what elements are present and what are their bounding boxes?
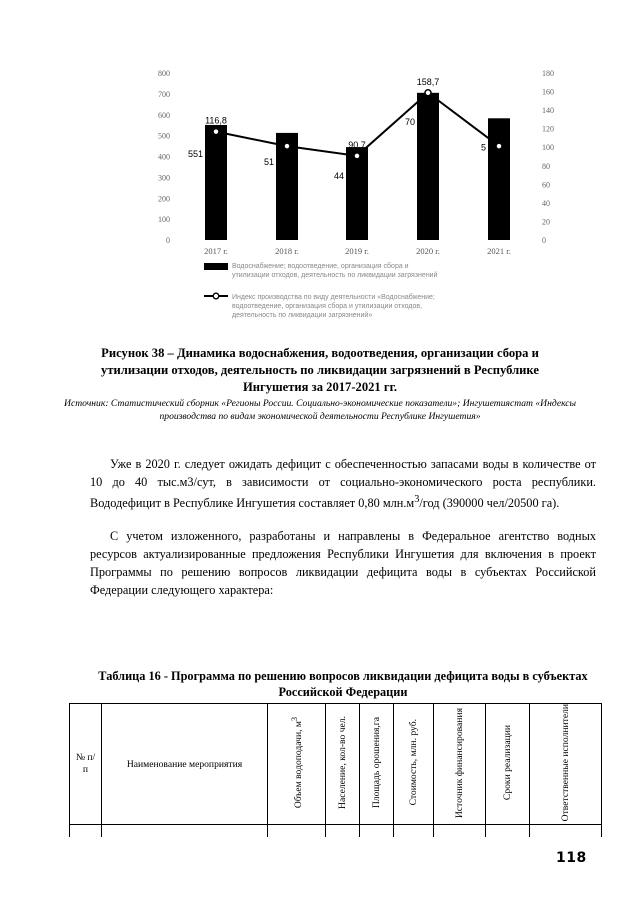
right-axis-ticks xyxy=(542,69,554,245)
header-terms: Сроки реализации xyxy=(486,704,530,825)
line-point xyxy=(496,143,502,149)
table-row xyxy=(70,825,602,838)
header-volume: Объем водоподачи, $м^3$ xyxy=(268,704,326,825)
left-tick-label: 600 xyxy=(158,110,170,120)
paragraph-deficit: Уже в 2020 г. следует ожидать дефицит с обеспеченностью запасами воды в количестве от 10 до 40 тыс.м3/сут, в зависимости от социально-экономического роста республики. Вододефицит в Республике Ингушетия составляет 0,80 $млн.м^3$/год (390000 чел/20500 га). xyxy=(90,457,596,511)
left-tick-label: 0 xyxy=(166,236,170,245)
left-tick-label: 800 xyxy=(158,69,170,78)
legend-point-swatch xyxy=(213,293,219,299)
line-point xyxy=(213,129,219,135)
line-value-label: 116,8 xyxy=(205,115,227,126)
left-tick-label: 500 xyxy=(158,131,170,141)
line-value-label: 90,7 xyxy=(348,139,366,150)
bar-value-label: 51 xyxy=(263,156,274,167)
header-source: Источник финансирования xyxy=(434,704,486,825)
x-tick-label: 2019 г. xyxy=(345,246,369,256)
right-tick-label: 80 xyxy=(542,161,550,171)
right-tick-label: 140 xyxy=(542,106,554,116)
table-title: Таблица 16 - Программа по решению вопросов ликвидации дефицита воды в субъектах Российской Федерации xyxy=(98,669,588,699)
left-tick-label: 100 xyxy=(158,215,170,225)
header-cost: Стоимость, млн. руб. xyxy=(394,704,434,825)
header-num: № п/п xyxy=(70,704,102,825)
left-axis-ticks xyxy=(158,69,170,245)
right-tick-label: 60 xyxy=(542,180,550,190)
right-tick-label: 160 xyxy=(542,87,554,97)
right-tick-label: 180 xyxy=(542,69,554,78)
bar-value-label: 5 xyxy=(480,142,486,153)
paragraph-proposals: С учетом изложенного, разработаны и направлены в Федеральное агентство водных ресурсов актуализированные предложения Республики Ингушетия для включения в проект Программы по решению вопросов ликвидации дефицита воды в субъектах Российской Федерации следующего характера: xyxy=(90,529,596,597)
header-name: Наименование мероприятия xyxy=(102,704,268,825)
x-axis-labels xyxy=(204,246,511,256)
index-line-series xyxy=(205,77,510,159)
water-supply-chart xyxy=(0,0,640,335)
chart-legend xyxy=(204,262,438,319)
x-tick-label: 2020 г. xyxy=(416,246,440,256)
bar-series xyxy=(188,93,510,240)
bar xyxy=(417,93,439,240)
figure-source: Источник: Статистический сборник «Регионы России. Социально-экономические показатели»; Ингушетиястат «Индексы производства по видам экономической деятельности Республике Ингушетия» xyxy=(64,398,576,422)
right-tick-label: 0 xyxy=(542,236,546,245)
bar xyxy=(346,147,368,240)
right-tick-label: 100 xyxy=(542,143,554,153)
line-value-label: 158,7 xyxy=(416,76,440,87)
x-tick-label: 2017 г. xyxy=(204,246,228,256)
program-table xyxy=(69,703,602,837)
x-tick-label: 2018 г. xyxy=(275,246,299,256)
header-population: Население, кол-во чел. xyxy=(326,704,360,825)
right-tick-label: 40 xyxy=(542,198,550,208)
line-point xyxy=(284,143,290,149)
figure-caption: Рисунок 38 – Динамика водоснабжения, водоотведения, организации сбора и утилизации отходов, деятельность по ликвидации загрязнений в Республике Ингушетия за 2017-2021 гг. xyxy=(101,346,539,394)
bar-value-label: 44 xyxy=(333,171,344,182)
legend-entry: Водоснабжение; водоотведение, организация сбора и утилизации отходов, деятельность по ликвидации загрязнений xyxy=(232,263,438,279)
page-number: 118 xyxy=(556,850,587,866)
left-tick-label: 400 xyxy=(158,152,170,162)
left-tick-label: 700 xyxy=(158,89,170,99)
bar-value-label: 551 xyxy=(187,148,203,159)
line-point xyxy=(354,153,360,159)
bar-value-label: 70 xyxy=(404,116,415,127)
bar xyxy=(205,125,227,240)
table-header-row xyxy=(70,704,602,825)
header-area: Площадь орошения,га xyxy=(360,704,394,825)
line-value-label: 101,2 xyxy=(487,130,511,141)
line-point xyxy=(425,90,431,96)
legend-bar-swatch xyxy=(204,263,228,270)
header-responsible: Ответственные исполнители xyxy=(530,704,602,825)
left-tick-label: 300 xyxy=(158,173,170,183)
x-tick-label: 2021 г. xyxy=(487,246,511,256)
left-tick-label: 200 xyxy=(158,194,170,204)
legend-entry: Индекс производства по виду деятельности «Водоснабжение; водоотведение, организация сбора и утилизации отходов, деятельность по ликвидации загрязнений» xyxy=(232,294,435,319)
right-tick-label: 20 xyxy=(542,217,550,227)
right-tick-label: 120 xyxy=(542,124,554,134)
